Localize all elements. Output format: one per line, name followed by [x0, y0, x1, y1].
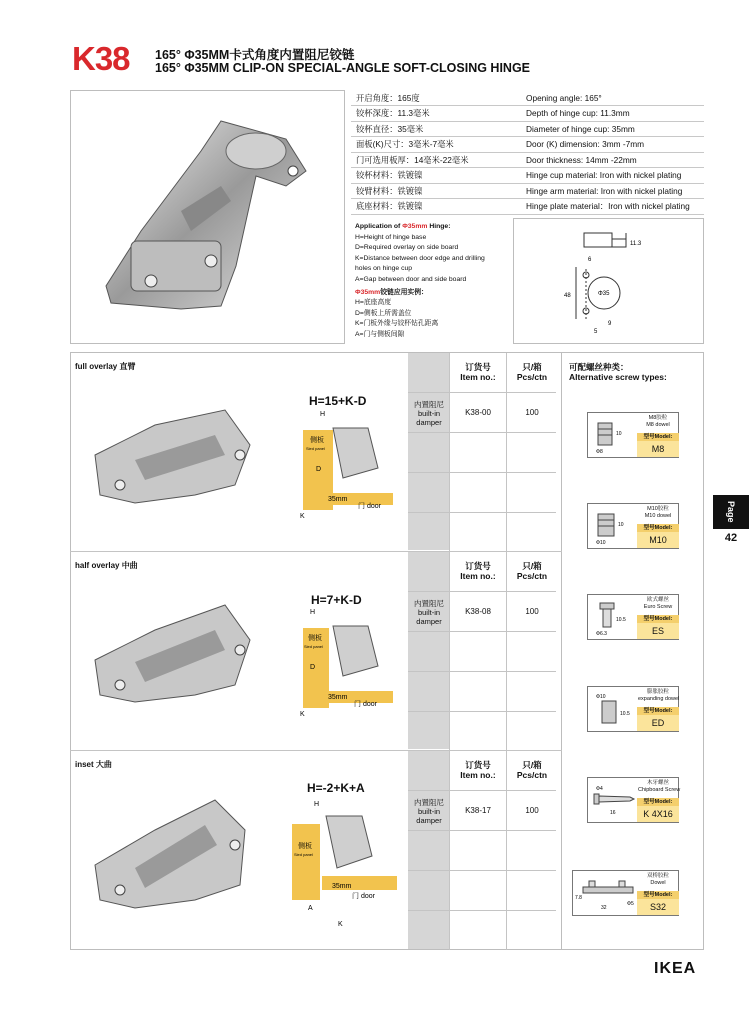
dim-label: 6 — [588, 257, 592, 263]
row-label-column — [408, 751, 450, 949]
grid-line — [408, 392, 556, 393]
screw-desc: M8胶粒 M8 dowel — [646, 415, 670, 428]
svg-text:10: 10 — [616, 431, 622, 437]
grid-line — [408, 790, 556, 791]
row-title: full overlay 直臂 — [75, 362, 136, 371]
hinge-image — [75, 790, 260, 920]
dim-label: 11.3 — [630, 241, 642, 247]
spec-row — [351, 137, 704, 153]
model-label: 型号Model: — [637, 891, 679, 899]
item-number: K38-00 — [465, 408, 491, 417]
diagram-label: H — [320, 411, 326, 418]
page-tab-label: Page — [726, 501, 736, 523]
item-no-header: 订货号 Item no.: — [460, 362, 496, 382]
grid-line — [408, 472, 556, 473]
diagram-label: Sied panel — [306, 446, 325, 451]
pcs-per-carton: 100 — [525, 408, 539, 417]
damper-label: 内置阻尼 built-in damper — [414, 400, 444, 427]
grid-line — [408, 631, 556, 632]
grid-line — [408, 830, 556, 831]
spec-row — [351, 152, 704, 168]
damper-label: 内置阻尼 built-in damper — [414, 599, 444, 626]
page-number: 42 — [724, 532, 738, 544]
spec-en: Diameter of hinge cup: 35mm — [521, 121, 704, 137]
screw-desc: 膨胀胶粒 expanding dowel — [638, 689, 680, 702]
brand-logo: IKEA — [654, 960, 697, 977]
dim-label: 5 — [594, 329, 598, 335]
spec-table — [351, 90, 704, 215]
diagram-label: K — [300, 711, 305, 718]
svg-text:Φ4: Φ4 — [596, 786, 603, 792]
chipboard-screw-icon — [590, 782, 638, 820]
overlay-diagram — [298, 408, 398, 523]
spec-cn: 底座材料：铁镀镍 — [351, 199, 521, 215]
formula: H=15+K-D — [309, 394, 367, 408]
diagram-label: 35mm — [328, 694, 348, 701]
pcs-header: 只/箱 Pcs/ctn — [516, 561, 548, 581]
svg-text:10.5: 10.5 — [616, 617, 626, 623]
diagram-label: 35mm — [332, 883, 352, 890]
dowel-bridge-icon — [575, 875, 637, 915]
dimension-drawing — [514, 219, 705, 345]
diagram-label: 门 door — [354, 701, 377, 708]
hinge-image — [75, 385, 260, 510]
screw-card-s32 — [572, 870, 679, 916]
overlay-diagram — [298, 606, 398, 721]
item-no-header: 订货号 Item no.: — [460, 760, 496, 780]
formula: H=-2+K+A — [307, 781, 365, 795]
screw-card-m10 — [587, 503, 679, 549]
spec-cn: 铰杯深度：11.3毫米 — [351, 106, 521, 122]
spec-en: Opening angle: 165° — [521, 90, 704, 106]
diagram-label: 门 door — [358, 503, 381, 510]
spec-en: Hinge plate material：Iron with nickel plating — [521, 199, 704, 215]
application-line: A=Gap between door and side board — [355, 275, 467, 283]
spec-row — [351, 199, 704, 215]
model-label: 型号Model: — [637, 615, 679, 623]
application-heading: Application of Φ35mm Hinge: — [355, 223, 451, 230]
hinge-image — [75, 590, 260, 710]
spec-cn: 开启角度：165度 — [351, 90, 521, 106]
diagram-label: 侧板 — [298, 843, 312, 850]
screw-model: M10 — [637, 532, 679, 548]
screw-model: ED — [637, 715, 679, 731]
application-line: K=Distance between door edge and drilling — [355, 254, 485, 262]
spec-cn: 铰臂材料：铁镀镍 — [351, 183, 521, 199]
svg-text:Φ5: Φ5 — [627, 901, 634, 907]
screw-model: ES — [637, 623, 679, 639]
spec-row — [351, 90, 704, 106]
spec-cn: 面板(K)尺寸：3毫米-7毫米 — [351, 137, 521, 153]
svg-text:10.5: 10.5 — [620, 711, 630, 717]
model-label: 型号Model: — [637, 433, 679, 441]
item-no-header: 订货号 Item no.: — [460, 561, 496, 581]
model-label: 型号Model: — [637, 707, 679, 715]
spec-en: Hinge arm material: Iron with nickel plating — [521, 183, 704, 199]
svg-text:Φ6.3: Φ6.3 — [596, 631, 607, 637]
screw-card-m8 — [587, 412, 679, 458]
overlay-diagram — [292, 796, 400, 931]
screw-model: S32 — [637, 899, 679, 915]
svg-text:Φ10: Φ10 — [596, 540, 606, 546]
row-label-column — [408, 353, 450, 550]
application-line: holes on hinge cup — [355, 265, 413, 273]
grid-line — [506, 353, 507, 950]
grid-line — [408, 870, 556, 871]
svg-text:16: 16 — [610, 810, 616, 816]
grid-line — [408, 512, 556, 513]
application-line-cn: H=底座高度 — [355, 299, 392, 307]
row-divider — [70, 551, 562, 552]
spec-cn: 门可选用板厚：14毫米-22毫米 — [351, 152, 521, 168]
spec-cn: 铰杯直径：35毫米 — [351, 121, 521, 137]
screw-title-cn: 可配螺丝种类： — [569, 362, 629, 372]
application-heading-cn: Φ35mm铰链应用实例： — [355, 288, 428, 296]
diagram-label: 侧板 — [308, 635, 322, 642]
dowel-icon — [592, 508, 636, 546]
svg-text:Φ8: Φ8 — [596, 449, 603, 455]
spec-en: Door thickness: 14mm -22mm — [521, 152, 704, 168]
spec-row — [351, 168, 704, 184]
model-label: 型号Model: — [637, 798, 679, 806]
application-line: H=Height of hinge base — [355, 233, 427, 241]
diagram-label: 门 door — [352, 893, 375, 900]
spec-row — [351, 106, 704, 122]
screw-desc: 木牙螺丝 Chipboard Screw — [638, 780, 681, 793]
row-divider — [70, 750, 562, 751]
pcs-header: 只/箱 Pcs/ctn — [516, 362, 548, 382]
application-notes — [355, 222, 505, 341]
grid-line — [449, 353, 450, 950]
dimension-drawing-panel — [513, 218, 704, 344]
model-label: 型号Model: — [637, 524, 679, 532]
euro-screw-icon — [592, 599, 636, 637]
spec-en: Hinge cup material: Iron with nickel plating — [521, 168, 704, 184]
dim-label: 48 — [564, 293, 571, 299]
grid-line — [408, 591, 556, 592]
hinge-photo — [71, 91, 346, 345]
diagram-label: H — [310, 609, 316, 616]
diagram-label: 35mm — [328, 496, 348, 503]
dowel-icon — [592, 417, 636, 455]
diagram-label: 侧板 — [310, 437, 324, 444]
screw-desc: 双桥胶粒 Dowel — [646, 873, 669, 886]
screw-card-es — [587, 594, 679, 640]
application-line-cn: K=门板外缘与铰杯钻孔距离 — [355, 320, 439, 328]
application-line-cn: D=侧板上所需盖位 — [355, 309, 412, 317]
screw-title-en: Alternative screw types: — [569, 372, 667, 382]
screw-model: K 4X16 — [637, 806, 679, 822]
diagram-label: Sied panel — [304, 644, 323, 649]
item-number: K38-08 — [465, 607, 491, 616]
svg-text:Φ10: Φ10 — [596, 694, 606, 700]
diagram-label: K — [300, 513, 305, 520]
diagram-label: Sied panel — [294, 852, 313, 857]
title-chinese: 165° Φ35MM卡式角度内置阻尼铰链 — [155, 48, 355, 62]
spec-en: Door (K) dimension: 3mm -7mm — [521, 137, 704, 153]
pcs-per-carton: 100 — [525, 806, 539, 815]
spec-en: Depth of hinge cup: 11.3mm — [521, 106, 704, 122]
screw-card-k4x16 — [587, 777, 679, 823]
grid-line — [408, 432, 556, 433]
model-number: K38 — [72, 40, 130, 77]
screw-card-ed — [587, 686, 679, 732]
screw-desc: 欧式螺丝 Euro Screw — [643, 597, 673, 610]
grid-line — [408, 711, 556, 712]
spec-row — [351, 121, 704, 137]
product-photo-panel — [70, 90, 345, 344]
diagram-label: D — [316, 466, 322, 473]
diagram-label: H — [314, 801, 320, 808]
spec-cn: 铰杯材料：铁镀镍 — [351, 168, 521, 184]
application-line-cn: A=门与侧板间隙 — [355, 330, 405, 338]
grid-line — [408, 671, 556, 672]
dim-label: Φ35 — [598, 291, 610, 297]
diagram-label: D — [310, 664, 316, 671]
formula: H=7+K-D — [311, 593, 362, 607]
title-english: 165° Φ35MM CLIP-ON SPECIAL-ANGLE SOFT-CLOSING HINGE — [155, 61, 531, 75]
damper-label: 内置阻尼 built-in damper — [414, 798, 444, 825]
row-title: inset 大曲 — [75, 760, 112, 769]
row-label-column — [408, 552, 450, 749]
spec-row — [351, 183, 704, 199]
screw-desc: M10胶粒 M10 dowel — [644, 506, 672, 519]
svg-text:7.8: 7.8 — [575, 895, 582, 901]
item-number: K38-17 — [465, 806, 491, 815]
diagram-label: A — [308, 905, 313, 912]
application-line: D=Required overlay on side board — [355, 244, 459, 252]
screw-model: M8 — [637, 441, 679, 457]
diagram-label: K — [338, 921, 343, 928]
svg-text:32: 32 — [601, 905, 607, 911]
row-title: half overlay 中曲 — [75, 561, 138, 570]
grid-line — [408, 910, 556, 911]
expanding-dowel-icon — [592, 691, 636, 729]
pcs-per-carton: 100 — [525, 607, 539, 616]
dim-label: 9 — [608, 321, 612, 327]
pcs-header: 只/箱 Pcs/ctn — [516, 760, 548, 780]
svg-text:10: 10 — [618, 522, 624, 528]
